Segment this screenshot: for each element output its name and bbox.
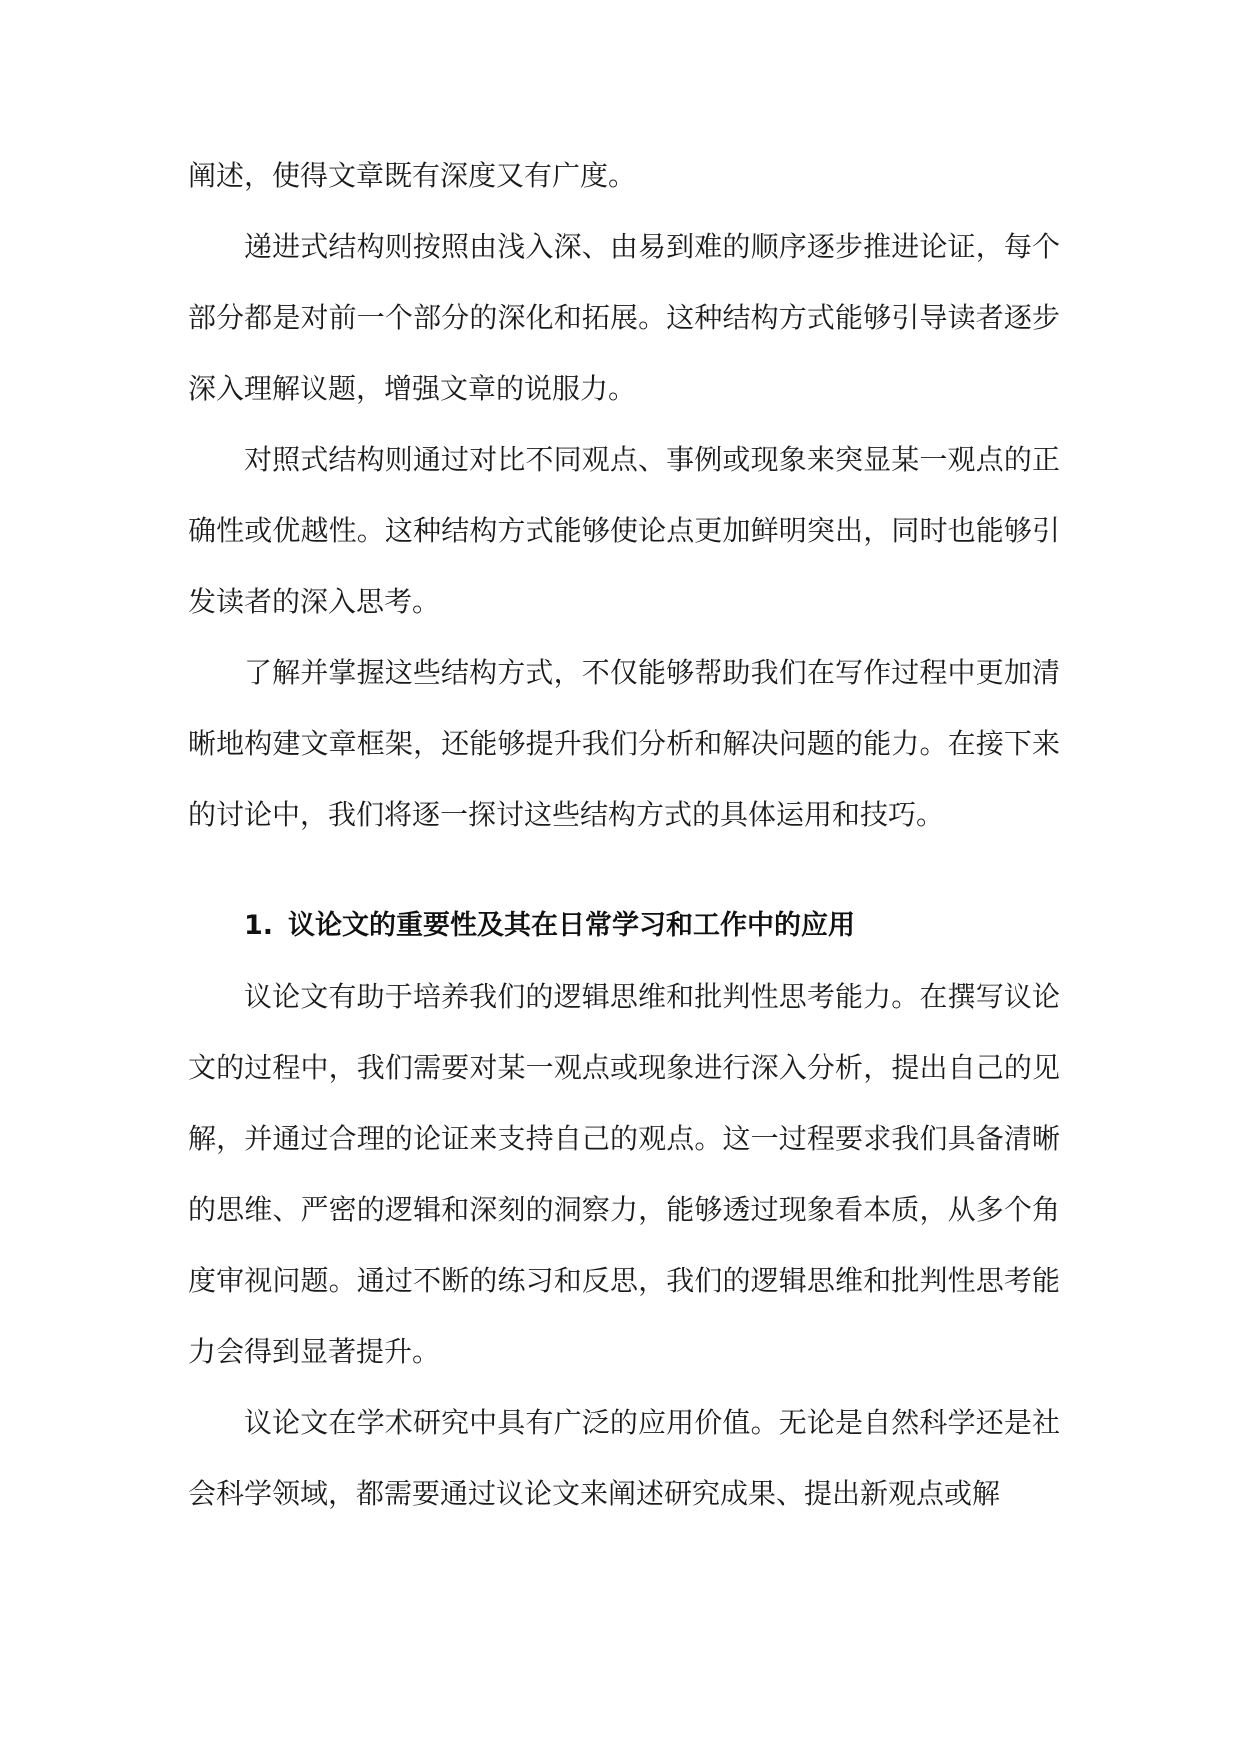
paragraph-academic-research: 议论文在学术研究中具有广泛的应用价值。无论是自然科学还是社会科学领域，都需要通过议论文来阐述研究成果、提出新观点或解: [188, 1406, 1060, 1510]
section-number: 1.: [244, 910, 274, 941]
paragraph-summary: 了解并掌握这些结构方式，不仅能够帮助我们在写作过程中更加清晰地构建文章框架，还能够提升我们分析和解决问题的能力。在接下来的讨论中，我们将逐一探讨这些结构方式的具体运用和技巧。: [188, 656, 1060, 831]
paragraph-continuation: 阐述，使得文章既有深度又有广度。: [188, 159, 637, 192]
paragraph-contrast-structure: 对照式结构则通过对比不同观点、事例或现象来突显某一观点的正确性或优越性。这种结构方式能够使论点更加鲜明突出，同时也能够引发读者的深入思考。: [188, 443, 1060, 618]
paragraph-logic-thinking: 议论文有助于培养我们的逻辑思维和批判性思考能力。在撰写议论文的过程中，我们需要对某一观点或现象进行深入分析，提出自己的见解，并通过合理的论证来支持自己的观点。这一过程要求我们具备清晰的思维、严密的逻辑和深刻的洞察力，能够透过现象看本质，从多个角度审视问题。通过不断的练习和反思，我们的逻辑思维和批判性思考能力会得到显著提升。: [188, 980, 1060, 1368]
document-body: [188, 140, 1060, 1529]
section-title: 议论文的重要性及其在日常学习和工作中的应用: [288, 910, 855, 941]
section-heading: [188, 890, 1060, 961]
paragraph-progressive-structure: 递进式结构则按照由浅入深、由易到难的顺序逐步推进论证，每个部分都是对前一个部分的深化和拓展。这种结构方式能够引导读者逐步深入理解议题，增强文章的说服力。: [188, 230, 1060, 405]
